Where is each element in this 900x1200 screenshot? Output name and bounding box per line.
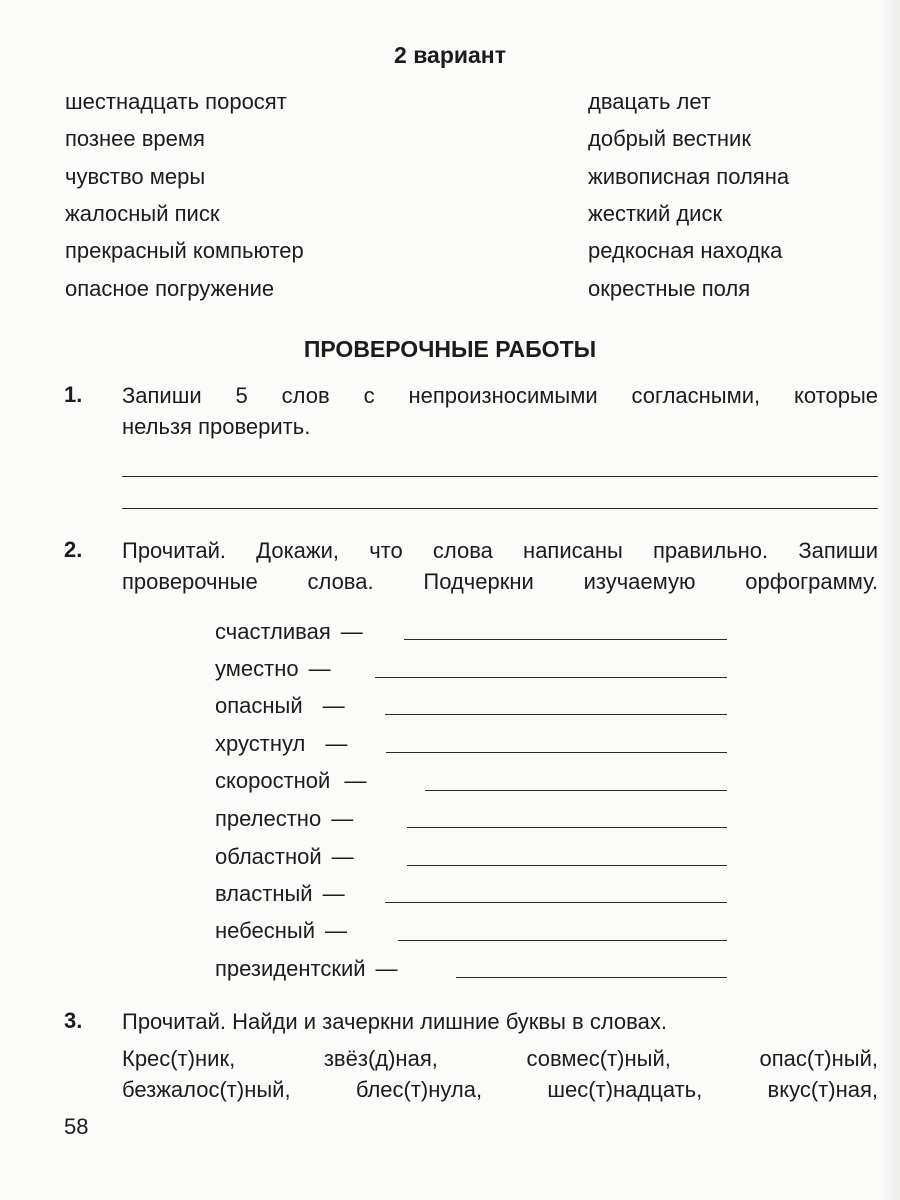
- check-word-row: [215, 656, 331, 682]
- check-word: областной: [215, 844, 322, 869]
- answer-line[interactable]: [398, 940, 727, 941]
- word-pair: опасное погружение: [65, 276, 275, 301]
- task-number: 1.: [64, 382, 83, 407]
- word-pair: жесткий диск: [588, 201, 723, 226]
- task-number: 3.: [64, 1008, 83, 1033]
- check-word-row: [215, 619, 363, 645]
- dash: —: [331, 844, 354, 869]
- check-word: властный: [215, 881, 313, 906]
- check-word-row: [215, 806, 353, 832]
- word-pair: окрестные поля: [588, 276, 751, 301]
- answer-line[interactable]: [456, 977, 727, 978]
- check-word: небесный: [215, 918, 315, 943]
- check-word-row: [215, 918, 347, 944]
- task-text-line: Запиши 5 слов с непроизносимыми согласными, которые: [122, 383, 878, 408]
- task-text-line: Прочитай. Докажи, что слова написаны правильно. Запиши: [122, 538, 878, 563]
- answer-line[interactable]: [385, 902, 727, 903]
- answer-line[interactable]: [407, 865, 727, 866]
- check-word: прелестно: [215, 806, 322, 831]
- task-number: 2.: [64, 537, 83, 562]
- check-word-row: [215, 731, 347, 757]
- dash: —: [308, 656, 331, 681]
- word-pair: чувство меры: [65, 164, 206, 189]
- check-word-row: [215, 844, 354, 870]
- page-binding-shadow: [880, 0, 900, 1200]
- answer-line[interactable]: [122, 508, 878, 509]
- check-word: опасный: [215, 693, 303, 718]
- dash: —: [325, 731, 348, 756]
- answer-line[interactable]: [425, 790, 727, 791]
- word-pair: добрый вестник: [588, 126, 751, 151]
- check-word: скоростной: [215, 768, 331, 793]
- answer-line[interactable]: [122, 476, 878, 477]
- word-pair: прекрасный компьютер: [65, 238, 304, 263]
- check-word: уместно: [215, 656, 299, 681]
- task-text-line: Крес(т)ник, звёз(д)ная, совмес(т)ный, опас(т)ный,: [122, 1046, 878, 1071]
- dash: —: [344, 768, 367, 793]
- word-pair: шестнадцать поросят: [65, 89, 287, 114]
- dash: —: [322, 881, 345, 906]
- word-pair: познее время: [65, 126, 205, 151]
- dash: —: [340, 619, 363, 644]
- check-word: президентский: [215, 956, 366, 981]
- dash: —: [375, 956, 398, 981]
- word-pair: двацать лет: [588, 89, 711, 114]
- dash: —: [331, 806, 354, 831]
- task-text-line: нельзя проверить.: [122, 414, 311, 439]
- check-word: счастливая: [215, 619, 331, 644]
- task-text-line: безжалос(т)ный, блес(т)нула, шес(т)надцать, вкус(т)ная,: [122, 1077, 878, 1102]
- page-number: 58: [64, 1114, 89, 1139]
- word-pair: живописная поляна: [588, 164, 790, 189]
- dash: —: [324, 918, 347, 943]
- variant-title: 2 вариант: [394, 42, 506, 68]
- check-word-row: [215, 956, 398, 982]
- answer-line[interactable]: [385, 714, 727, 715]
- section-title: ПРОВЕРОЧНЫЕ РАБОТЫ: [303, 336, 597, 362]
- word-pair: редкосная находка: [588, 238, 783, 263]
- answer-line[interactable]: [375, 677, 727, 678]
- check-word: хрустнул: [215, 731, 306, 756]
- check-word-row: [215, 693, 345, 719]
- word-pair: жалосный писк: [65, 201, 220, 226]
- answer-line[interactable]: [386, 752, 727, 753]
- check-word-row: [215, 881, 345, 907]
- answer-line[interactable]: [404, 639, 727, 640]
- task-text-line: проверочные слова. Подчеркни изучаемую орфограмму.: [122, 569, 878, 594]
- dash: —: [322, 693, 345, 718]
- answer-line[interactable]: [407, 827, 727, 828]
- check-word-row: [215, 768, 366, 794]
- task-text-line: Прочитай. Найди и зачеркни лишние буквы в словах.: [122, 1009, 667, 1034]
